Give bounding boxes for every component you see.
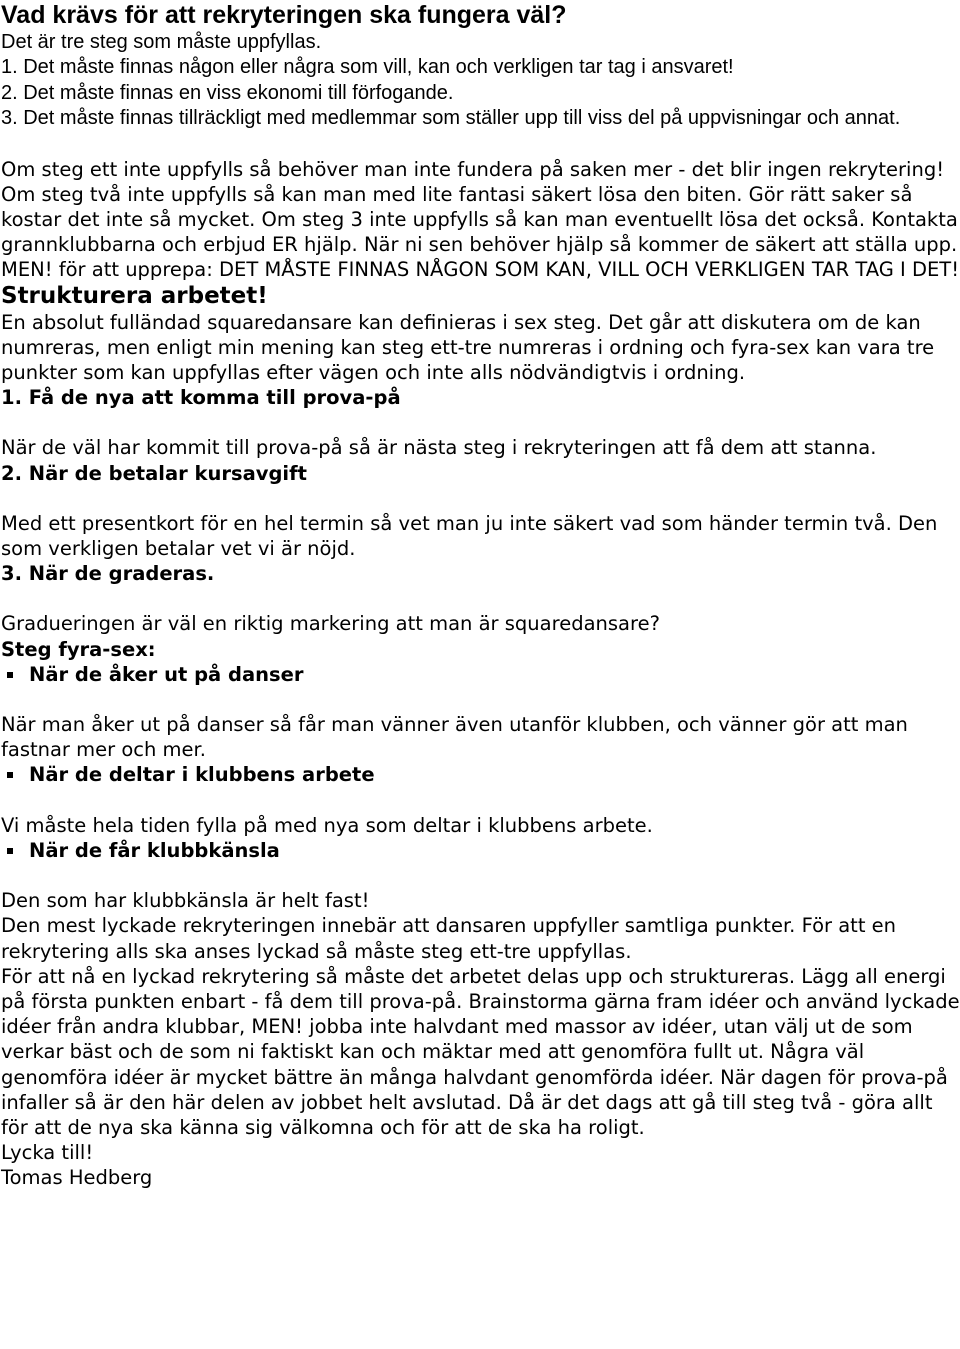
bullet-heading-1	[1, 662, 960, 687]
steg-heading: Steg fyra-sex:	[1, 637, 156, 661]
paragraph-1: Om steg ett inte uppfylls så behöver man inte fundera på saken mer - det blir ingen rekrytering! Om steg två inte uppfylls så kan man med lite fantasi säkert lösa den biten. Gör rätt saker så kostar det inte så mycket. Om steg 3 inte uppfylls så kan man eventuellt lösa det också. Kontakta grannklubbarna och erbjud ER hjälp. När ni sen behöver hjälp så kommer de säkert att ställa upp.	[1, 157, 958, 257]
numbered-text-2: Med ett presentkort för en hel termin så vet man ju inte säkert vad som händer termin två. Den som verkligen betalar vet vi är nöjd.	[1, 511, 938, 561]
section-heading: Strukturera arbetet!	[1, 282, 268, 309]
document-title: Vad krävs för att rekryteringen ska fungera väl?	[1, 1, 567, 29]
numbered-text-1: När de väl har kommit till prova-på så är nästa steg i rekryteringen att få dem att stanna.	[1, 436, 877, 460]
bullet-heading-text: När de får klubbkänsla	[29, 838, 280, 862]
closing-paragraph-1: Den mest lyckade rekryteringen innebär att dansaren uppfyller samtliga punkter. För att en rekrytering alls ska anses lyckad så måste steg ett-tre uppfyllas.	[1, 914, 897, 963]
step-2: 2. Det måste finnas en viss ekonomi till förfogande.	[1, 81, 454, 104]
bullet-text-3: Den som har klubbkänsla är helt fast!	[1, 889, 370, 913]
bullet-icon	[7, 672, 13, 678]
author-name: Tomas Hedberg	[1, 1166, 153, 1190]
bullet-text-2: Vi måste hela tiden fylla på med nya som deltar i klubbens arbete.	[1, 813, 653, 837]
bullet-text-1: När man åker ut på danser så får man vänner även utanför klubben, och vänner gör att man fastnar mer och mer.	[1, 713, 908, 762]
step-3: 3. Det måste finnas tillräckligt med medlemmar som ställer upp till viss del på uppvisningar och annat.	[1, 107, 901, 130]
section-intro: En absolut fulländad squaredansare kan definieras i sex steg. Det går att diskutera om de kan numreras, men enligt min mening kan steg ett-tre numreras i ordning och fyra-sex kan vara tre punkter som kan uppfyllas efter vägen och inte alls nödvändigtvis i ordning.	[1, 310, 935, 385]
closing-paragraph-2: För att nå en lyckad rekrytering så måste det arbetet delas upp och struktureras. Lägg all energi på första punkten enbart - få dem till prova-på. Brainstorma gärna fram idéer och använd lyckade idéer från andra klubbar, MEN! jobba inte halvdant med massor av idéer, utan välj ut de som verkar bäst och de som ni faktiskt kan och mäktar med att genomföra fullt ut. Några väl genomföra idéer är mycket bättre än många halvdant genomförda idéer. När dagen för prova-på infaller så är den här delen av jobbet helt avslutad. Då är det dags att gå till steg två - göra allt för att de nya ska känna sig välkomna och för att de ska ha roligt.	[1, 964, 960, 1139]
bullet-heading-2	[1, 762, 960, 787]
bullet-heading-text: När de deltar i klubbens arbete	[29, 763, 375, 787]
bullet-heading-text: När de åker ut på danser	[29, 662, 304, 686]
paragraph-2: MEN! för att upprepa: DET MÅSTE FINNAS NÅGON SOM KAN, VILL OCH VERKLIGEN TAR TAG I DET!	[1, 258, 960, 282]
bullet-heading-3	[1, 838, 960, 863]
numbered-heading-2: 2. När de betalar kursavgift	[1, 461, 307, 485]
bullet-icon	[7, 848, 13, 854]
numbered-heading-1: 1. Få de nya att komma till prova-på	[1, 386, 401, 410]
sign-off: Lycka till!	[1, 1141, 94, 1165]
numbered-text-3: Gradueringen är väl en riktig markering att man är squaredansare?	[1, 612, 660, 636]
numbered-heading-3: 3. När de graderas.	[1, 562, 215, 586]
bullet-icon	[7, 772, 13, 778]
step-1: 1. Det måste finnas någon eller några som vill, kan och verkligen tar tag i ansvaret!	[1, 56, 734, 79]
intro-text: Det är tre steg som måste uppfyllas.	[1, 31, 322, 53]
